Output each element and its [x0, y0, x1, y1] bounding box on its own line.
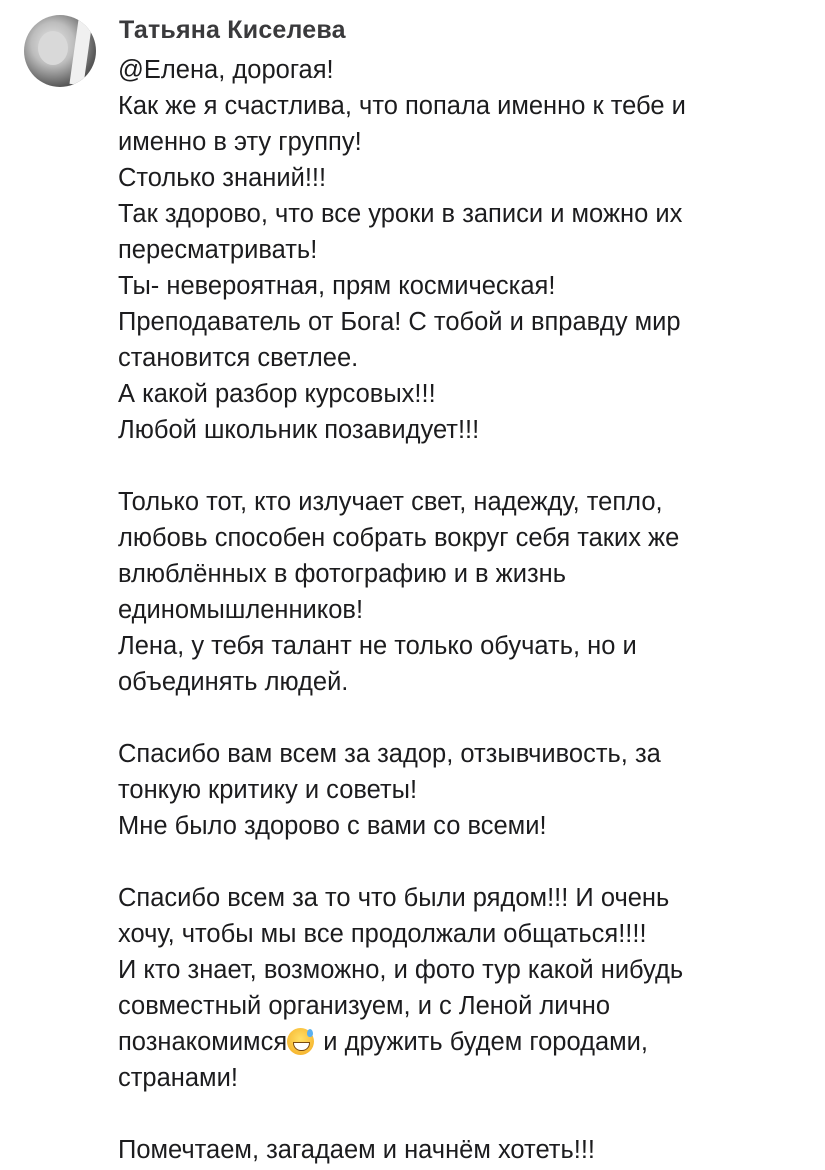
message-line	[118, 700, 686, 736]
message-line: любовь способен собрать вокруг себя таких же	[118, 524, 680, 552]
message-line: Так здорово, что все уроки в записи и можно их	[118, 200, 683, 228]
message-line: Мне было здорово с вами со всеми!	[118, 812, 547, 840]
message-line	[118, 844, 686, 880]
author-name[interactable]: Татьяна Киселева	[119, 16, 346, 44]
message-line: Преподаватель от Бога! С тобой и вправду мир	[118, 308, 681, 336]
message-line: совместный организуем, и с Леной лично	[118, 992, 611, 1020]
message-line: @Елена, дорогая!	[118, 56, 334, 84]
message-line-with-emoji	[118, 1024, 686, 1060]
message-line: тонкую критику и советы!	[118, 776, 418, 804]
message-line: странами!	[118, 1064, 238, 1092]
message-line: хочу, чтобы мы все продолжали общаться!!!!	[118, 920, 647, 948]
message-line: Только тот, кто излучает свет, надежду, тепло,	[118, 488, 663, 516]
text: познакомимся	[118, 1028, 288, 1056]
message-line: пересматривать!	[118, 236, 318, 264]
message-line: Ты- невероятная, прям космическая!	[118, 272, 556, 300]
message-line: единомышленников!	[118, 596, 364, 624]
message-line: Лена, у тебя талант не только обучать, но и	[118, 632, 637, 660]
message-line: А какой разбор курсовых!!!	[118, 380, 436, 408]
message-line: становится светлее.	[118, 344, 359, 372]
message-line	[118, 448, 686, 484]
message-line: Помечтаем, загадаем и начнём хотеть!!!	[118, 1136, 596, 1164]
message-line: объединять людей.	[118, 668, 349, 696]
message-line: Любой школьник позавидует!!!	[118, 416, 480, 444]
message-line: влюблённых в фотографию и в жизнь	[118, 560, 567, 588]
avatar-face	[38, 31, 68, 65]
message-line	[118, 1096, 686, 1132]
grinning-face-with-sweat-icon	[287, 1028, 314, 1055]
avatar-hair	[69, 18, 92, 85]
text: и дружить будем городами,	[316, 1028, 649, 1056]
message-line: Столько знаний!!!	[118, 164, 327, 192]
message-body	[118, 52, 686, 1168]
message-line: И кто знает, возможно, и фото тур какой нибудь	[118, 956, 684, 984]
message-line: Спасибо всем за то что были рядом!!! И очень	[118, 884, 670, 912]
avatar[interactable]	[24, 15, 96, 87]
message-line: Как же я счастлива, что попала именно к тебе и	[118, 92, 686, 120]
message-line: именно в эту группу!	[118, 128, 362, 156]
message-line: Спасибо вам всем за задор, отзывчивость, за	[118, 740, 661, 768]
